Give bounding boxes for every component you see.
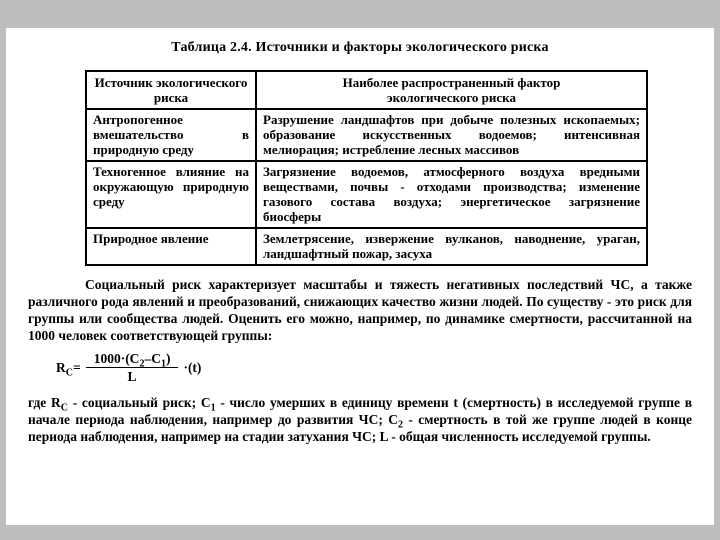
source-cell-natural: Природное явление <box>86 228 256 265</box>
definitions-subscript-2: 2 <box>397 419 403 431</box>
definitions-paragraph <box>28 394 692 445</box>
numerator-text-2: –C <box>144 351 161 366</box>
factor-cell-anthropogenic: Разрушение ландшафтов при добыче полезных ископаемых; образование искусственных водоемов; интенсивная мелиорация; истребление лесных массивов <box>256 109 647 161</box>
formula-r-subscript: C <box>65 367 73 379</box>
social-risk-paragraph: Социальный риск характеризует масштабы и тяжесть негативных последствий ЧС, а также различного рода явлений и преобразований, снижающих качество жизни людей. По существу - это риск для группы или сообщества людей. Оценить его можно, например, по динамике смертности, рассчитанной на 1000 человек соответствующей группы: <box>28 277 692 343</box>
table-title: Таблица 2.4. Источники и факторы экологического риска <box>171 40 549 55</box>
definitions-text-1: где R <box>28 395 61 410</box>
definitions-subscript-1: 1 <box>210 402 216 414</box>
numerator-subscript-2: 2 <box>139 358 145 370</box>
definitions-subscript-c: C <box>60 402 68 414</box>
table-row-natural <box>86 228 647 265</box>
formula-equals: = <box>72 359 81 375</box>
factor-cell-natural: Землетрясение, извержение вулканов, наводнение, ураган, ландшафтный пожар, засуха <box>256 228 647 265</box>
numerator-text-1: 1000·(C <box>93 351 140 366</box>
source-cell-technogenic: Техногенное влияние на окружающую природную среду <box>86 161 256 228</box>
formula-numerator <box>86 351 179 368</box>
definitions-text-2: - социальный риск; C <box>67 395 211 410</box>
formula-denominator: L <box>127 369 137 384</box>
factor-cell-technogenic: Загрязнение водоемов, атмосферного воздуха вредными веществами, почвы - отходами производства; изменение газового состава воздуха; энергетическое загрязнение биосферы <box>256 161 647 228</box>
table-container <box>85 70 648 266</box>
table-header-row <box>86 71 647 109</box>
definitions-text-3: - число умерших в единицу времени t (смертность) в исследуемой группе в начале периода наблюдения, например до развития ЧС; C <box>28 395 692 427</box>
header-factor-label: Наиболее распространенный фактор экологического риска <box>342 75 561 105</box>
slide <box>6 28 714 525</box>
risk-factors-table <box>85 70 648 266</box>
numerator-subscript-1: 1 <box>160 358 166 370</box>
source-cell-anthropogenic: Антропогенное вмешательство в природную среду <box>86 109 256 161</box>
definitions-text-4: - смертность в той же группе людей в конце периода наблюдения, например на стадии затухания ЧС; L - общая численность исследуемой группы. <box>28 412 692 444</box>
table-row-anthropogenic <box>86 109 647 161</box>
table-row-technogenic <box>86 161 647 228</box>
social-risk-formula <box>56 351 714 384</box>
table-body <box>86 71 647 265</box>
formula-r: R <box>56 359 66 375</box>
formula-fraction <box>86 351 179 384</box>
header-factor-column <box>256 71 647 109</box>
formula-tail: ·(t) <box>183 359 202 375</box>
header-source-label: Источник экологического риска <box>94 75 248 105</box>
formula-lhs <box>56 359 81 379</box>
numerator-text-3: ) <box>165 351 171 366</box>
header-source-column <box>86 71 256 109</box>
